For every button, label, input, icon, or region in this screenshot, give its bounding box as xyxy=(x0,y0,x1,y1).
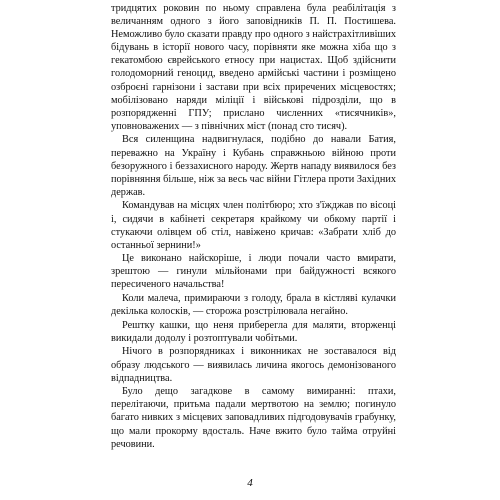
page-number: 4 xyxy=(247,477,253,489)
body-text xyxy=(111,2,396,451)
paragraph-7: Нічого в розпорядниках і виконниках не зоставалося від образу людського — виявилась личина якогось демонізованого відпадництва. xyxy=(111,346,396,384)
paragraph-5: Коли малеча, примираючи з голоду, брала в кістляві кулачки декілька колосків, — сторожа розстрілювала негайно. xyxy=(111,293,396,318)
paragraph-4: Це виконано найскоріше, і люди почали часто вмирати, зрештою — гинули мільйонами при байдужності всякого пересиченого начальства! xyxy=(111,253,396,291)
paragraph-1: тридцятих роковин по ньому справлена була реабілітація з величанням одного з його заповідників П. П. Постишева. Неможливо було сказати правду про одного з найстрахітливіших бідувань в історії нового часу, порівняти яке можна хіба що з гекатомбою єврейського етносу при нацистах. Щоб здійснити голодоморний геноцид, введено армійські частини і розміщено озброєні гарнізони і застави при всіх приречених місцевостях; мобілізовано наряди міліції і військові підрозділи, що в розпорядженні ГПУ; прислано численних «тисячників», уповноважених — з північних міст (понад сто тисяч). xyxy=(111,3,397,132)
paragraph-3: Командував на місцях член політбюро; хто з'їжджав по вісоці і, сидячи в кабінеті секретаря крайкому чи обкому партії і стукаючи олівцем об стіл, навіжено кричав: «Забрати хліб до останньої зернини!» xyxy=(111,200,396,251)
paragraph-2: Вся силенщина надвигнулася, подібно до навали Батия, переважно на Україну і Кубань справжньою війною проти безоружного і беззахисного народу. Жертв нападу виявилося без порівняння більше, ніж за весь час війни Гітлера проти Західних держав. xyxy=(111,134,396,198)
paragraph-8: Було дещо загадкове в самому вимиранні: птахи, перелітаючи, притьма падали мертвотою на землю; погинуло багато нивких з місцевих заповадливих підгодовувачів грабунку, що мали прокорму вдосталь. Наче вжито було тайма отруйні речовини. xyxy=(111,386,396,450)
paragraph-6: Рештку кашки, що неня приберегла для маляти, вторженці викидали додолу і розтоптували чобітьми. xyxy=(111,319,396,344)
